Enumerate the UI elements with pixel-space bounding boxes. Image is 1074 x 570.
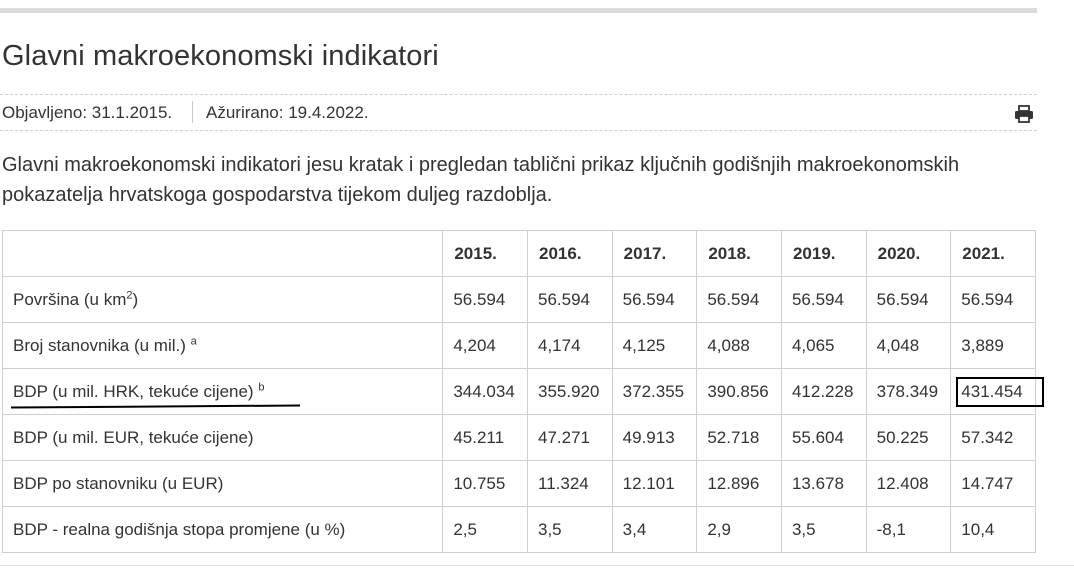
intro-paragraph: Glavni makroekonomski indikatori jesu kratak i pregledan tablični prikaz ključnih godišnjih makroekonomskih pokazatelja hrvatskoga gospodarstva tijekom duljeg razdoblja.: [2, 154, 960, 206]
table-cell: 2,5: [443, 507, 528, 553]
table-cell: 12.101: [612, 461, 697, 507]
row-label: BDP (u mil. HRK, tekuće cijene) $^b$: [3, 369, 443, 415]
bottom-divider: [0, 565, 1074, 566]
meta-row: [0, 94, 1037, 131]
row-label: BDP (u mil. EUR, tekuće cijene): [3, 415, 443, 461]
table-cell: 55.604: [781, 415, 866, 461]
header-empty-cell: [3, 231, 443, 277]
year-header: 2018.: [697, 231, 782, 277]
table-cell: 4,174: [528, 323, 613, 369]
table-cell: 13.678: [781, 461, 866, 507]
row-label: BDP po stanovniku (u EUR): [3, 461, 443, 507]
table-cell: 56.594: [528, 277, 613, 323]
table-cell: 4,065: [781, 323, 866, 369]
year-header: 2020.: [866, 231, 951, 277]
table-cell: 56.594: [866, 277, 951, 323]
table-cell: 56.594: [612, 277, 697, 323]
table-cell: 3,5: [528, 507, 613, 553]
meta-separator: [192, 101, 193, 123]
table-header-row: [3, 231, 1036, 277]
table-cell: 45.211: [443, 415, 528, 461]
page-title: Glavni makroekonomski indikatori: [2, 40, 439, 72]
table-cell: 355.920: [528, 369, 613, 415]
row-label: BDP - realna godišnja stopa promjene (u %): [3, 507, 443, 553]
table-cell: 10.755: [443, 461, 528, 507]
table-row: [3, 323, 1036, 369]
table-cell: 52.718: [697, 415, 782, 461]
table-cell: 344.034: [443, 369, 528, 415]
table-cell: 378.349: [866, 369, 951, 415]
table-cell: 56.594: [697, 277, 782, 323]
table-row: [3, 277, 1036, 323]
published-date: Objavljeno: 31.1.2015.: [2, 103, 173, 122]
year-header: 2015.: [443, 231, 528, 277]
table-row: [3, 415, 1036, 461]
row-label: Površina (u $km^2$): [3, 277, 443, 323]
table-cell: 4,048: [866, 323, 951, 369]
table-cell: 2,9: [697, 507, 782, 553]
table-cell: 14.747: [951, 461, 1036, 507]
table-cell: 10,4: [951, 507, 1036, 553]
year-header: 2019.: [781, 231, 866, 277]
handdrawn-underline-annotation: [10, 404, 302, 409]
table-cell: 431.454: [951, 369, 1036, 415]
table-cell: 3,4: [612, 507, 697, 553]
top-divider-bar: [0, 8, 1037, 13]
table-cell: 56.594: [443, 277, 528, 323]
table-cell: 49.913: [612, 415, 697, 461]
year-header: 2017.: [612, 231, 697, 277]
table-cell: 372.355: [612, 369, 697, 415]
table-cell: 12.408: [866, 461, 951, 507]
year-header: 2021.: [951, 231, 1036, 277]
table-cell: 3,889: [951, 323, 1036, 369]
indicators-table: [2, 230, 1036, 553]
table-row: [3, 461, 1036, 507]
table-cell: 412.228: [781, 369, 866, 415]
row-label: Broj stanovnika (u mil.) $^a$: [3, 323, 443, 369]
table-cell: 50.225: [866, 415, 951, 461]
table-cell: 390.856: [697, 369, 782, 415]
table-cell: 4,088: [697, 323, 782, 369]
table-cell: 56.594: [951, 277, 1036, 323]
table-cell: 4,204: [443, 323, 528, 369]
updated-date: Ažurirano: 19.4.2022.: [206, 103, 369, 122]
highlight-box-annotation: [956, 377, 1044, 407]
table-cell: 3,5: [781, 507, 866, 553]
table-cell: 57.342: [951, 415, 1036, 461]
table-cell: 4,125: [612, 323, 697, 369]
printer-icon[interactable]: [1014, 105, 1034, 123]
table-cell: 11.324: [528, 461, 613, 507]
table-cell: 56.594: [781, 277, 866, 323]
table-cell: 47.271: [528, 415, 613, 461]
table-row: [3, 507, 1036, 553]
table-cell: 12.896: [697, 461, 782, 507]
year-header: 2016.: [528, 231, 613, 277]
table-cell: -8,1: [866, 507, 951, 553]
